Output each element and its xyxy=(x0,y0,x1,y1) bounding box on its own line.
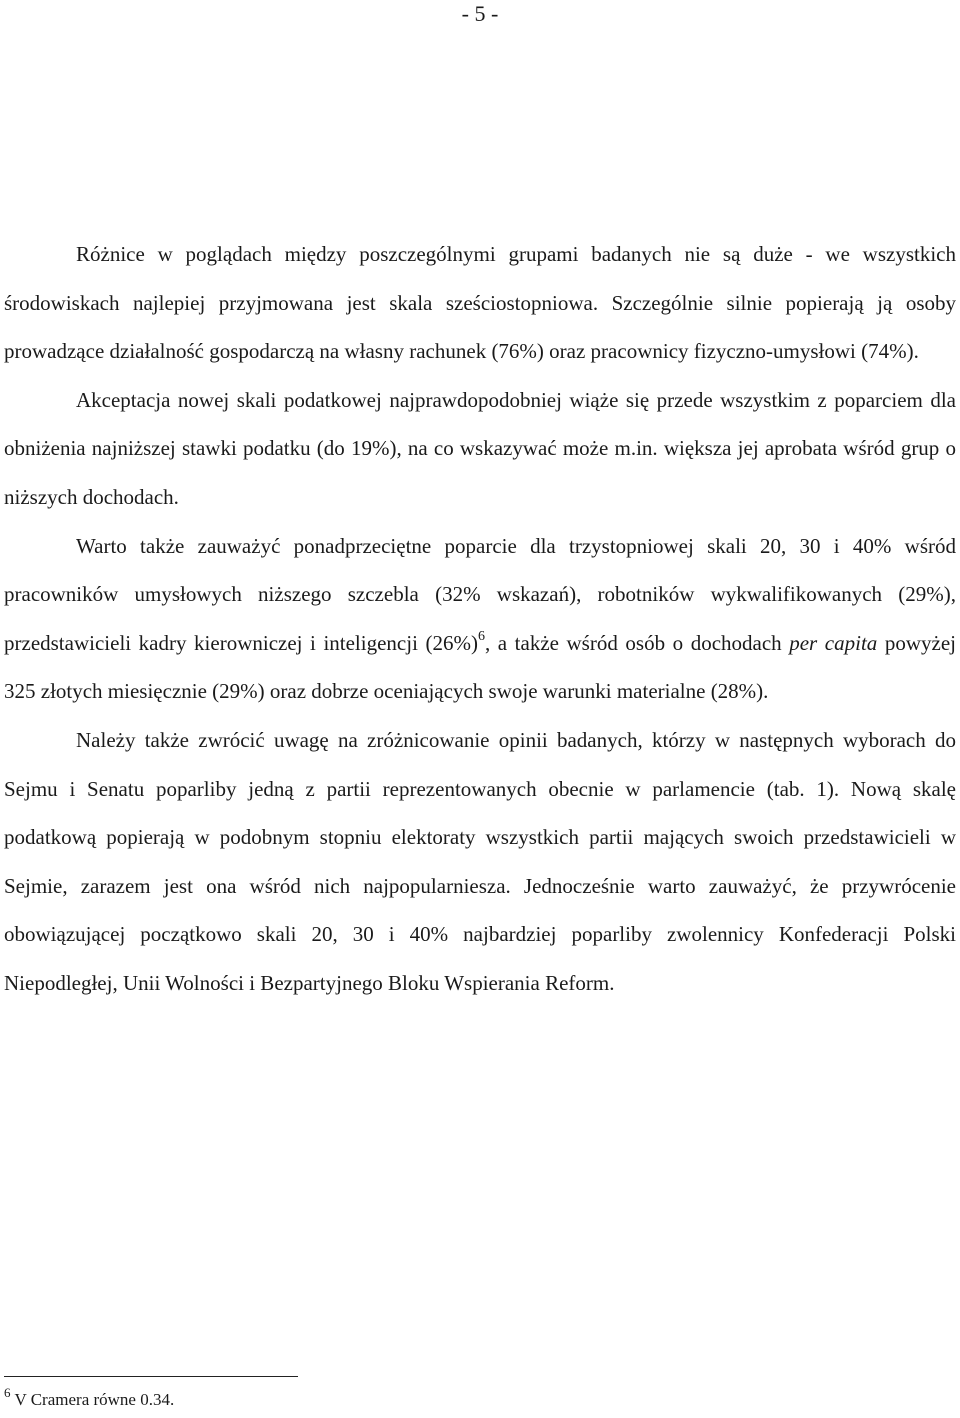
footnote-reference: 6 xyxy=(477,628,485,644)
paragraph-3 xyxy=(4,522,956,716)
paragraph-2: Akceptacja nowej skali podatkowej najprawdopodobniej wiąże się przede wszystkim z poparciem dla obniżenia najniższej stawki podatku (do 19%), na co wskazywać może m.in. większa jej aprobata wśród grup o niższych dochodach. xyxy=(4,387,956,509)
italic-phrase: per capita xyxy=(789,630,878,655)
footnote-text: V Cramera równe 0.34. xyxy=(14,1390,175,1409)
paragraph-1: Różnice w poglądach między poszczególnymi grupami badanych nie są duże - we wszystkich środowiskach najlepiej przyjmowana jest skala sześciostopniowa. Szczególnie silnie popierają ją osoby prowadzące działalność gospodarczą na własny rachunek (76%) oraz pracownicy fizyczno-umysłowi (74%). xyxy=(4,242,956,364)
paragraph-3-part-2: , a także wśród osób o dochodach xyxy=(484,630,790,655)
footnote-mark: 6 xyxy=(4,1385,11,1400)
paragraph-3-part-1: Warto także zauważyć ponadprzeciętne poparcie dla trzystopniowej skali 20, 30 i 40% wśród pracowników umysłowych niższego szczebla (32% wskazań), robotników wykwalifikowanych (29%), przedstawicieli kadry kierowniczej i inteligencji (26%) xyxy=(4,533,956,655)
footnote-separator xyxy=(4,1376,298,1377)
paragraph-3-part-3: powyżej 325 złotych miesięcznie (29%) oraz dobrze oceniających swoje warunki materialne (28%). xyxy=(4,630,956,704)
paragraph-4: Należy także zwrócić uwagę na zróżnicowanie opinii badanych, którzy w następnych wyborach do Sejmu i Senatu poparliby jedną z partii reprezentowanych obecnie w parlamencie (tab. 1). Nową skalę podatkową popierają w podobnym stopniu elektoraty wszystkich partii mających swoich przedstawicieli w Sejmie, zarazem jest ona wśród nich najpopularniesza. Jednocześnie warto zauważyć, że przywrócenie obowiązującej początkowo skali 20, 30 i 40% najbardziej poparliby zwolennicy Konfederacji Polski Niepodległej, Unii Wolności i Bezpartyjnego Bloku Wspierania Reform. xyxy=(4,727,956,995)
footnote xyxy=(4,1387,174,1414)
page-number: - 5 - xyxy=(461,1,499,26)
body-text xyxy=(4,230,956,1008)
